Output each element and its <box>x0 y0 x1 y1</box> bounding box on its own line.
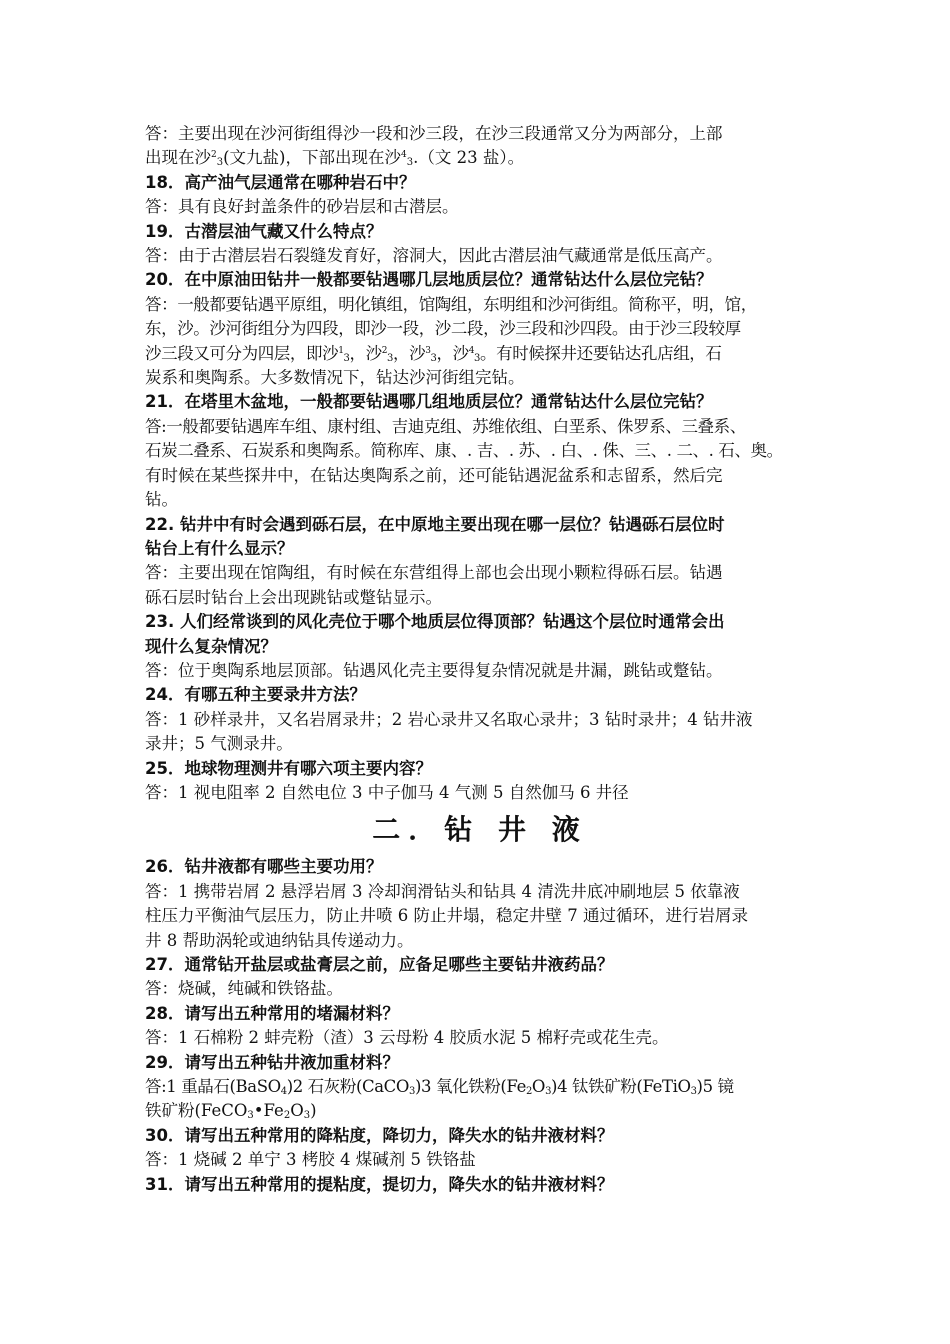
answer-25: 答：1 视电阻率 2 自然电位 3 中子伽马 4 气测 5 自然伽马 6 井径 <box>145 782 629 802</box>
question-23-line-1: 23. 人们经常谈到的风化壳位于哪个地质层位得顶部？钻遇这个层位时通常会出 <box>145 612 725 632</box>
answer-21-line-4: 钻。 <box>145 490 178 510</box>
answer-21-line-3: 有时候在某些探井中，在钻达奥陶系之前，还可能钻遇泥盆系和志留系，然后完 <box>145 465 723 485</box>
answer-24-line-2: 录井；5 气测录井。 <box>145 734 293 754</box>
question-28: 28．请写出五种常用的堵漏材料？ <box>145 1003 399 1023</box>
question-19: 19．古潜层油气藏又什么特点？ <box>145 221 383 241</box>
answer-29-line-1: 答:1 重晶石(BaSO$_4$)2 石灰粉(CaCO$_3$)3 氧化铁粉$(Fe_2O_3)4$ 钛铁矿粉(FeTiO$_3$)5 镜 <box>145 1077 734 1098</box>
question-31: 31．请写出五种常用的提粘度，提切力，降失水的钻井液材料？ <box>145 1174 614 1194</box>
answer-26-line-2: 柱压力平衡油气层压力，防止井喷 6 防止井塌，稳定井壁 7 通过循环，进行岩屑录 <box>145 906 748 926</box>
answer-28: 答：1 石棉粉 2 蚌壳粉（渣）3 云母粉 4 胶质水泥 5 棉籽壳或花生壳。 <box>145 1028 669 1048</box>
question-23-line-2: 现什么复杂情况？ <box>145 636 277 656</box>
answer-18: 答：具有良好封盖条件的砂岩层和古潜层。 <box>145 197 459 217</box>
answer-20-line-4: 炭系和奥陶系。大多数情况下，钻达沙河街组完钻。 <box>145 368 525 388</box>
document-page <box>145 122 815 1197</box>
question-26: 26．钻井液都有哪些主要功用？ <box>145 857 383 877</box>
section-title: 二．钻 井 液 <box>372 813 588 847</box>
question-29: 29．请写出五种钻井液加重材料？ <box>145 1052 399 1072</box>
answer-17-line-2: 出现在沙$^2_3$(文九盐)，下部出现在沙$^4_3$.（文 23 盐）。 <box>145 148 525 169</box>
question-22-line-1: 22. 钻井中有时会遇到砾石层，在中原地主要出现在哪一层位？钻遇砾石层位时 <box>145 514 725 534</box>
answer-20-line-2: 东，沙。沙河街组分为四段，即沙一段，沙二段，沙三段和沙四段。由于沙三段较厚 <box>145 319 741 339</box>
question-20: 20．在中原油田钻井一般都要钻遇哪几层地质层位？通常钻达什么层位完钻？ <box>145 270 713 290</box>
question-18: 18．高产油气层通常在哪种岩石中？ <box>145 172 416 192</box>
question-25: 25．地球物理测井有哪六项主要内容？ <box>145 758 432 778</box>
answer-19: 答：由于古潜层岩石裂缝发育好，溶洞大，因此古潜层油气藏通常是低压高产。 <box>145 246 723 266</box>
question-21: 21．在塔里木盆地，一般都要钻遇哪几组地质层位？通常钻达什么层位完钻？ <box>145 392 713 412</box>
answer-22-line-1: 答：主要出现在馆陶组，有时候在东营组得上部也会出现小颗粒得砾石层。钻遇 <box>145 563 723 583</box>
question-24: 24．有哪五种主要录井方法？ <box>145 685 366 705</box>
question-30: 30．请写出五种常用的降粘度，降切力，降失水的钻井液材料？ <box>145 1125 614 1145</box>
answer-26-line-3: 井 8 帮助涡轮或迪纳钻具传递动力。 <box>145 930 414 950</box>
answer-20-line-3: 沙三段又可分为四层，即沙$^1_3$，沙$^2_3$，沙$^3_3$，沙$^4_3$。有时候探井还要钻达孔店组，石 <box>145 343 722 364</box>
answer-29-line-2: 铁矿粉$(FeCO_3•Fe_2O_3)$ <box>145 1101 317 1122</box>
answer-23: 答：位于奥陶系地层顶部。钻遇风化壳主要得复杂情况就是井漏，跳钻或蹩钻。 <box>145 660 723 680</box>
answer-24-line-1: 答：1 砂样录井，又名岩屑录井；2 岩心录井又名取心录井；3 钻时录井；4 钻井液 <box>145 709 753 729</box>
question-22-line-2: 钻台上有什么显示？ <box>145 538 294 558</box>
answer-21-line-2: 石炭二叠系、石炭系和奥陶系。简称库、康、. 吉、. 苏、. 白、. 侏、三、. 二、. 石、奥。 <box>145 441 783 461</box>
answer-27: 答：烧碱，纯碱和铁铬盐。 <box>145 979 343 999</box>
answer-20-line-1: 答：一般都要钻遇平原组，明化镇组，馆陶组，东明组和沙河街组。简称平，明，馆， <box>145 294 757 314</box>
answer-26-line-1: 答：1 携带岩屑 2 悬浮岩屑 3 冷却润滑钻头和钻具 4 清洗井底冲刷地层 5 依靠液 <box>145 881 740 901</box>
answer-21-line-1: 答:一般都要钻遇库车组、康村组、吉迪克组、苏维依组、白垩系、侏罗系、三叠系、 <box>145 416 746 436</box>
question-27: 27．通常钻开盐层或盐膏层之前，应备足哪些主要钻井液药品？ <box>145 955 614 974</box>
answer-30: 答：1 烧碱 2 单宁 3 栲胶 4 煤碱剂 5 铁铬盐 <box>145 1150 476 1170</box>
answer-22-line-2: 砾石层时钻台上会出现跳钻或蹩钻显示。 <box>145 587 442 607</box>
answer-17-line-1: 答：主要出现在沙河街组得沙一段和沙三段，在沙三段通常又分为两部分，上部 <box>145 124 723 143</box>
